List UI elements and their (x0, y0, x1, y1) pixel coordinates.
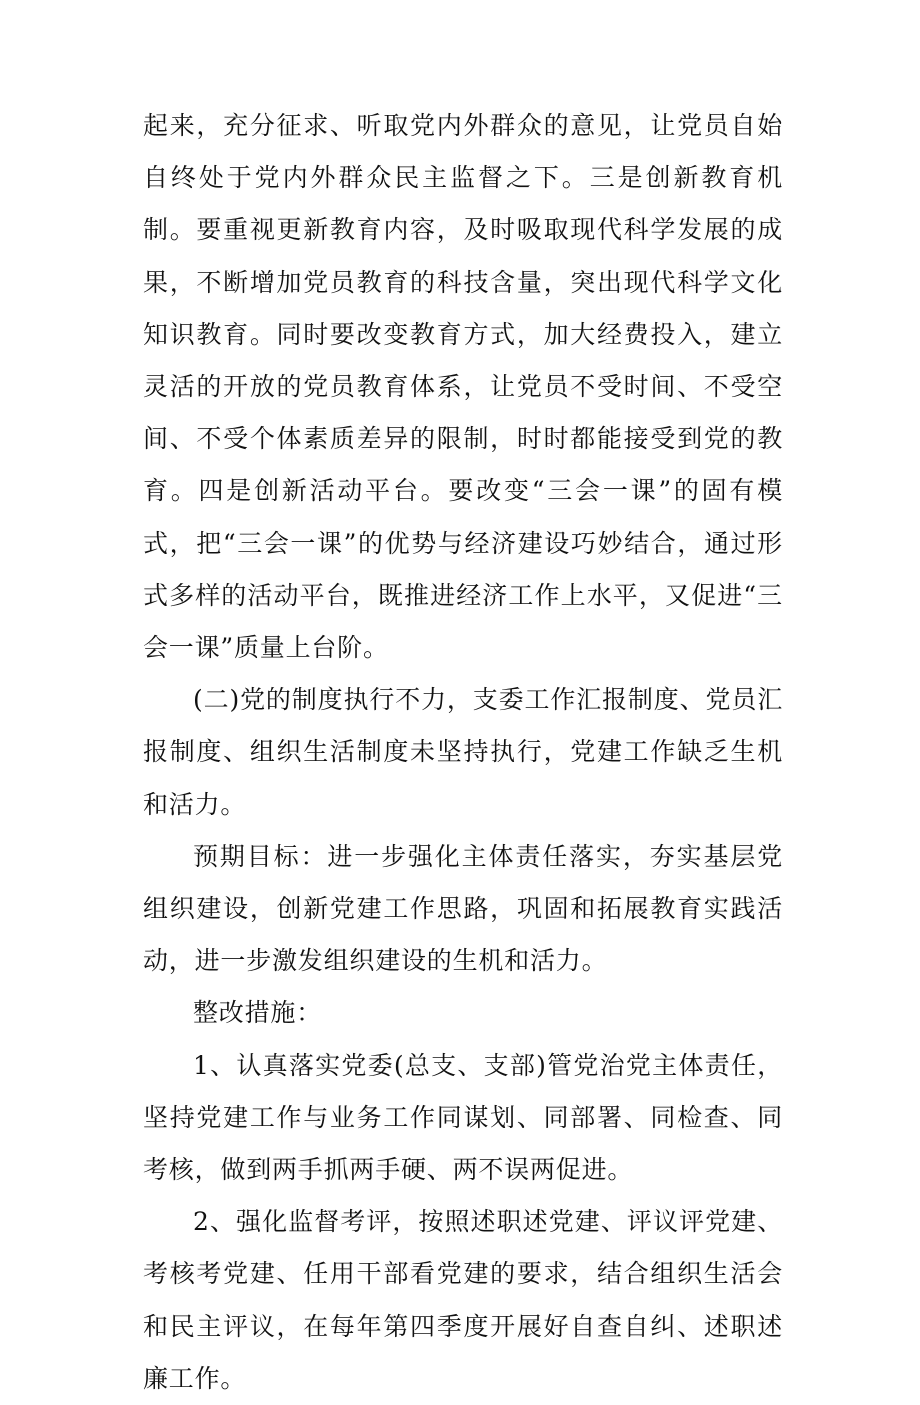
paragraph-rectification-heading: 整改措施： (193, 998, 323, 1028)
paragraph-measure-one: 1、认真落实党委(总支、支部)管党治党主体责任，坚持党建工作与业务工作同谋划、同部署、同检查、同考核，做到两手抓两手硬、两不误两促进。 (143, 1050, 783, 1185)
paragraph-measure-two: 2、强化监督考评，按照述职述党建、评议评党建、考核考党建、任用干部看党建的要求，结合组织生活会和民主评议，在每年第四季度开展好自查自纠、述职述廉工作。 (143, 1207, 783, 1393)
paragraph-continued-education: 起来，充分征求、听取党内外群众的意见，让党员自始自终处于党内外群众民主监督之下。三是创新教育机制。要重视更新教育内容，及时吸取现代科学发展的成果，不断增加党员教育的科技含量，突出现代科学文化知识教育。同时要改变教育方式，加大经费投入，建立灵活的开放的党员教育体系，让党员不受时间、不受空间、不受个体素质差异的限制，时时都能接受到党的教育。四是创新活动平台。要改变“三会一课”的固有模式，把“三会一课”的优势与经济建设巧妙结合，通过形式多样的活动平台，既推进经济工作上水平，又促进“三会一课”质量上台阶。 (143, 111, 783, 663)
paragraph-issue-two: (二)党的制度执行不力，支委工作汇报制度、党员汇报制度、组织生活制度未坚持执行，党建工作缺乏生机和活力。 (143, 685, 783, 819)
document-body (143, 100, 783, 1405)
paragraph-expected-goal: 预期目标：进一步强化主体责任落实，夯实基层党组织建设，创新党建工作思路，巩固和拓展教育实践活动，进一步激发组织建设的生机和活力。 (143, 841, 783, 976)
